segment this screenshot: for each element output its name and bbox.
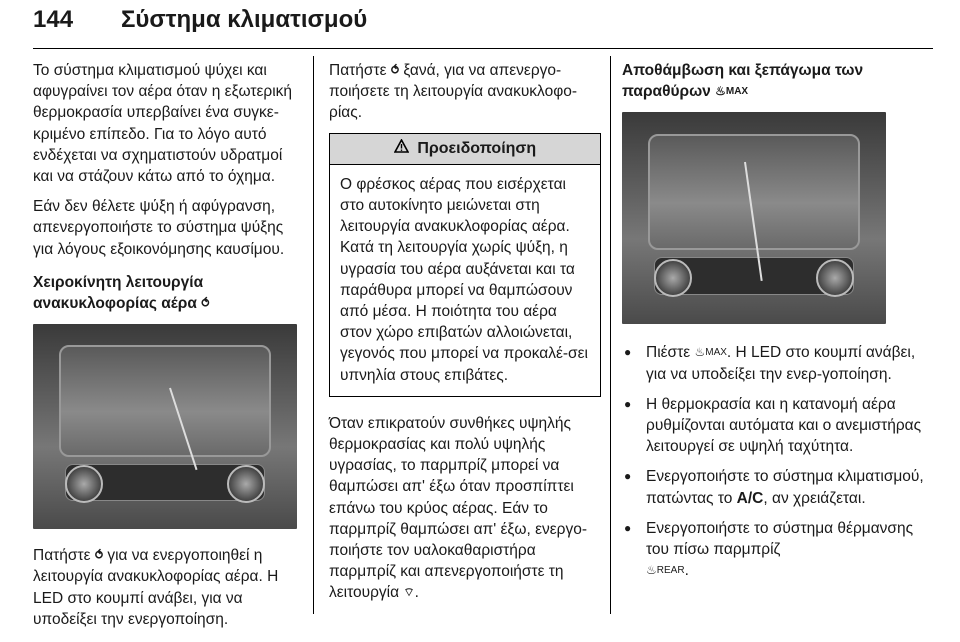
subheading-defrost <box>622 60 932 102</box>
recirc-deactivate-text: ξανά, για να απενεργο-ποιήσετε τη λειτουργία ανακυκλοφο-ρίας. <box>329 62 578 122</box>
defrost-led-text: . Η LED στο κουμπί ανάβει, για να υποδείξει την ενερ-γοποίηση. <box>646 344 916 383</box>
subheading-manual-recirculation-text: Χειροκίνητη λειτουργία ανακυκλοφορίας αέρα <box>33 273 204 313</box>
bullet-enable-ac <box>622 466 932 508</box>
enable-ac-text: Ενεργοποιήστε το σύστημα κλιματισμού, πατώντας το <box>646 468 924 507</box>
recirculation-icon: ⥀ <box>94 548 104 563</box>
column-divider-2 <box>610 56 611 614</box>
paragraph-cooling-intro: Το σύστημα κλιματισμού ψύχει και αφυγραίνει τον αέρα όταν η εξωτερική θερμοκρασία υπερβαίνει ένα συγκε-κριμένο επίπεδο. Για το λόγο αυτό ενδέχεται να σχηματιστούν υδρατμοί και να στάζουν κάτω από το όχημα. <box>33 62 293 186</box>
left-knob-shape <box>654 259 692 297</box>
paragraph-fuel-saving: Εάν δεν θέλετε ψύξη ή αφύγρανση, απενεργοποιήστε το σύστημα ψύξης για λόγους εξοικονόμησης καυσίμου. <box>33 198 285 258</box>
rear-defrost-text: Ενεργοποιήστε το σύστημα θέρμανσης του πίσω παρμπρίζ <box>646 519 914 559</box>
paragraph-recirc-deactivate <box>329 60 601 124</box>
period: . <box>414 584 419 602</box>
period: . <box>684 562 689 580</box>
recirc-activate-text: για να ενεργοποιηθεί η λειτουργία ανακυκλοφορίας αέρα. Η LED στο κουμπί ανάβει, για να υποδείξει την ενεργοποίηση. <box>33 547 279 628</box>
subheading-manual-recirculation <box>33 272 301 314</box>
subheading-defrost-text: Αποθάμβωση και ξεπάγωμα των παραθύρων <box>622 62 864 101</box>
defrost-max-icon <box>715 81 748 102</box>
paragraph-windshield-fog <box>329 413 601 604</box>
windshield-wiper-icon: ⌔ <box>403 585 415 600</box>
press-text: Πατήστε <box>329 62 387 79</box>
recirculation-icon: ⥀ <box>201 296 210 311</box>
windshield-fog-text: Όταν επικρατούν συνθήκες υψηλής θερμοκρασίας και πολύ υψηλής υγρασίας, το παρμπρίζ μπορεί να θαμπώσει απ' έξω όταν προσπίπτει επάνω του κρύος αέρας. Εάν το παρμπρίζ θαμπώσει απ' έξω, ενεργο-ποιήστε τον υαλοκαθαριστήρα παρμπρίζ και απενεργοποιήστε τη λειτουργία <box>329 414 587 602</box>
warning-header <box>330 134 600 165</box>
defrost-icon: ♨ <box>715 84 726 99</box>
if-needed-text: , αν χρειάζεται. <box>763 489 866 507</box>
warning-triangle-icon <box>394 138 409 159</box>
right-knob-shape <box>227 465 265 503</box>
warning-title: Προειδοποίηση <box>417 139 537 157</box>
header-divider <box>33 48 933 49</box>
climate-panel-photo-recirc <box>33 324 297 529</box>
warning-box <box>329 133 601 397</box>
center-display-shape <box>59 345 270 458</box>
defrost-icon: ♨ <box>646 563 657 578</box>
press-text: Πατήστε <box>33 547 91 565</box>
ac-button-label: A/C <box>736 489 764 507</box>
bullet-rear-defrost <box>622 518 932 582</box>
warning-text: Ο φρέσκος αέρας που εισέρχεται στο αυτοκίνητο μειώνεται στη λειτουργία ανακυκλοφορίας αέρα. Κατά τη λειτουργία χωρίς ψύξη, η υγρασία του αέρα αυξάνεται και τα παράθυρα μπορεί να θαμπώσουν από μέσα. Η ποιότητα του αέρα στον χώρο επιβατών αλλοιώνεται, γεγονός που μπορεί να προκαλέ-σει υπνηλία στους επιβάτες. <box>340 175 588 384</box>
left-knob-shape <box>65 465 103 503</box>
column-1 <box>33 60 301 639</box>
defrost-max-label: MAX <box>725 86 749 98</box>
page-title: Σύστημα κλιματισμού <box>121 6 368 33</box>
rear-window-heat-icon <box>646 560 685 581</box>
paragraph-recirc-activate <box>33 545 301 630</box>
recirculation-icon: ⥀ <box>390 63 400 77</box>
bullet-press-defrost <box>622 342 932 384</box>
climate-panel-photo-defrost <box>622 112 886 324</box>
press-text: Πιέστε <box>646 344 691 362</box>
column-divider-1 <box>313 56 314 614</box>
bullet-auto-regulation: ● Η θερμοκρασία και η κατανομή αέρα ρυθμίζονται αυτόματα και ο ανεμιστήρας λειτουργεί σε υψηλή ταχύτητα. <box>622 394 932 458</box>
right-knob-shape <box>816 259 854 297</box>
defrost-max-label: MAX <box>705 347 727 359</box>
rear-heat-label: REAR <box>656 565 685 577</box>
defrost-max-icon <box>694 342 726 363</box>
page-number: 144 <box>33 6 74 33</box>
column-3 <box>622 60 932 590</box>
column-2 <box>329 60 601 613</box>
defrost-icon: ♨ <box>694 345 706 360</box>
page-header <box>33 2 933 44</box>
